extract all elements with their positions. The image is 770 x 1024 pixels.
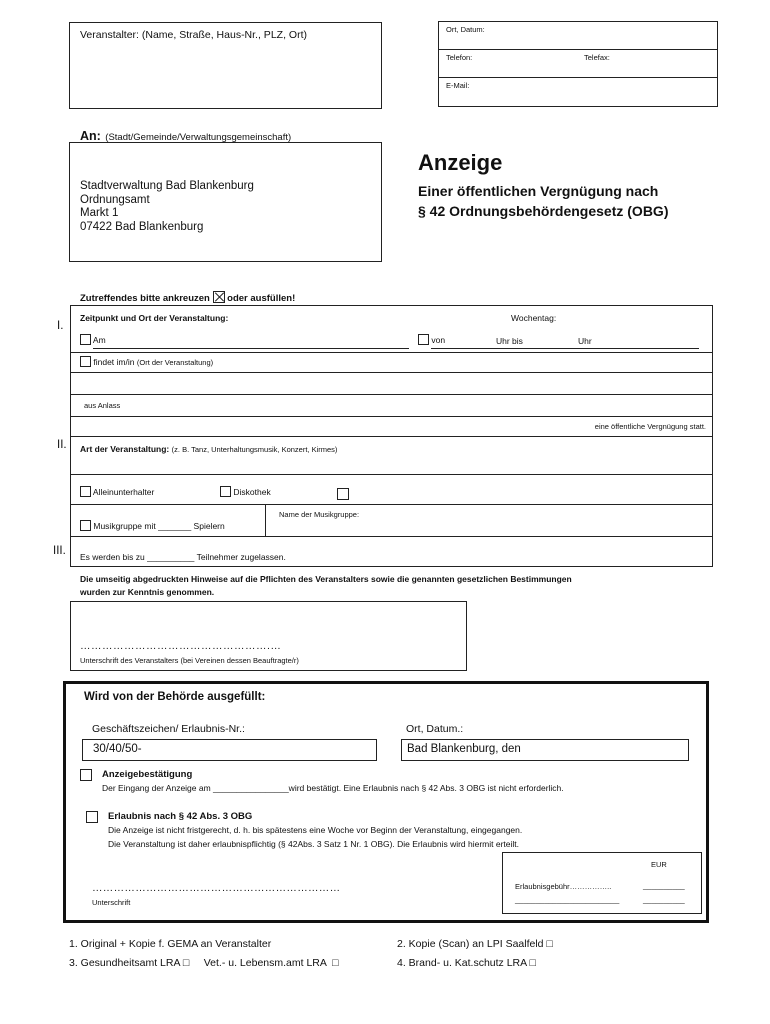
findet-hint: (Ort der Veranstaltung)	[136, 358, 214, 367]
notice-line-2: wurden zur Kenntnis genommen.	[80, 587, 215, 597]
uhr-bis-label: Uhr bis	[496, 336, 523, 346]
phone-label: Telefon:	[446, 53, 473, 62]
other-option[interactable]	[337, 485, 349, 503]
fee-line-2a: _________________________	[515, 895, 620, 904]
section-2-row-1	[70, 437, 713, 475]
date-field[interactable]	[80, 334, 106, 345]
disco-label: Diskothek	[233, 487, 271, 497]
reference-label: Geschäftszeichen/ Erlaubnis-Nr.:	[92, 723, 245, 735]
organizer-box[interactable]	[69, 22, 382, 109]
time-field[interactable]	[418, 334, 445, 345]
recipient-line-3: Markt 1	[80, 207, 119, 219]
section-1-row-4[interactable]	[70, 395, 713, 417]
other-checkbox[interactable]	[337, 488, 349, 500]
organizer-label: Veranstalter: (Name, Straße, Haus-Nr., PLZ, Ort)	[80, 29, 307, 41]
distribution-4: 4. Brand- u. Kat.schutz LRA □	[397, 957, 536, 969]
distribution-2: 2. Kopie (Scan) an LPI Saalfeld □	[397, 938, 553, 950]
authority-signature-dots: ……………………………………………………………	[92, 882, 341, 894]
solo-entertainer-label: Alleinunterhalter	[92, 487, 155, 497]
organizer-signature-label: Unterschrift des Veranstalters (bei Vereinen dessen Beauftragte/r)	[80, 656, 299, 665]
section-3-row	[70, 537, 713, 567]
confirmation-text: Der Eingang der Anzeige am ________________wird bestätigt. Eine Erlaubnis nach § 42 Abs. 3 OBG ist nicht erforderlich.	[102, 783, 564, 793]
authority-box	[63, 681, 709, 923]
occasion-label: aus Anlass	[84, 401, 121, 410]
fee-label: Erlaubnisgebühr……………..	[515, 882, 612, 891]
recipient-address	[80, 180, 254, 234]
venue-field[interactable]	[80, 356, 213, 367]
section-3-roman: III.	[53, 545, 66, 557]
section-2-row-2	[70, 475, 713, 505]
band-checkbox[interactable]	[80, 520, 91, 531]
section-2-hint: (z. B. Tanz, Unterhaltungsmusik, Konzert, Kirmes)	[171, 445, 338, 454]
confirmation-option[interactable]	[80, 766, 92, 784]
distribution-3: 3. Gesundheitsamt LRA □ Vet.- u. Lebensm.amt LRA □	[69, 957, 339, 969]
page-subtitle-1: Einer öffentlichen Vergnügung nach	[418, 183, 659, 199]
fax-label: Telefax:	[584, 53, 610, 62]
authority-signature-label: Unterschrift	[92, 898, 131, 907]
uhr-label: Uhr	[578, 336, 592, 346]
findet-label: findet im/in	[93, 357, 135, 367]
instruction-text-b: oder ausfüllen!	[227, 293, 296, 304]
weekday-label: Wochentag:	[511, 313, 557, 323]
place-date-label: Ort, Datum:	[446, 25, 485, 34]
contact-box	[438, 21, 718, 107]
section-2-row-3	[70, 505, 713, 537]
date-checkbox[interactable]	[80, 334, 91, 345]
am-label: Am	[92, 335, 106, 345]
von-label: von	[431, 335, 446, 345]
confirmation-title: Anzeigebestätigung	[102, 769, 193, 780]
section-1-row-1	[70, 305, 713, 353]
permit-checkbox[interactable]	[86, 811, 98, 823]
participants-text: Es werden bis zu __________ Teilnehmer zugelassen.	[80, 552, 286, 562]
checked-checkbox-icon	[213, 291, 225, 303]
authority-place-date-label: Ort, Datum.:	[406, 723, 464, 735]
section-2-roman: II.	[57, 439, 67, 451]
fee-blank: __________	[643, 881, 685, 890]
reference-value: 30/40/50-	[93, 743, 142, 755]
fee-box[interactable]	[502, 852, 702, 914]
instruction-line	[80, 291, 295, 304]
authority-place-field[interactable]	[401, 739, 689, 761]
permit-title: Erlaubnis nach § 42 Abs. 3 OBG	[108, 811, 253, 822]
authority-title: Wird von der Behörde ausgefüllt:	[84, 691, 266, 703]
section-1-row-2[interactable]	[70, 353, 713, 373]
email-label: E-Mail:	[446, 81, 470, 90]
distribution-1: 1. Original + Kopie f. GEMA an Veranstalter	[69, 938, 272, 950]
instruction-text-a: Zutreffendes bitte ankreuzen	[80, 293, 210, 304]
eur-label: EUR	[651, 860, 667, 869]
section-1-title: Zeitpunkt und Ort der Veranstaltung:	[80, 313, 229, 323]
section-2-title: Art der Veranstaltung:	[80, 444, 170, 454]
recipient-box	[69, 142, 382, 262]
page-subtitle-2: § 42 Ordnungsbehördengesetz (OBG)	[418, 203, 669, 219]
page-title: Anzeige	[418, 150, 503, 175]
permit-option[interactable]	[86, 808, 98, 826]
band-label: Musikgruppe mit _______ Spielern	[93, 521, 225, 531]
band-option[interactable]	[80, 520, 225, 531]
to-label: An:	[80, 129, 101, 143]
organizer-signature-box[interactable]	[70, 601, 467, 671]
organizer-signature-dots: …………………………………………….…	[80, 640, 282, 652]
to-hint: (Stadt/Gemeinde/Verwaltungsgemeinschaft)	[105, 132, 292, 143]
section-1-row-5	[70, 417, 713, 437]
recipient-line-1: Stadtverwaltung Bad Blankenburg	[80, 180, 254, 192]
venue-checkbox[interactable]	[80, 356, 91, 367]
time-checkbox[interactable]	[418, 334, 429, 345]
notice-line-1: Die umseitig abgedruckten Hinweise auf die Pflichten des Veranstalters sowie die genannten gesetzlichen Bestimmungen	[80, 574, 572, 584]
band-name-label: Name der Musikgruppe:	[279, 510, 360, 519]
solo-entertainer-checkbox[interactable]	[80, 486, 91, 497]
disco-checkbox[interactable]	[220, 486, 231, 497]
reference-field[interactable]	[82, 739, 377, 761]
solo-entertainer-option[interactable]	[80, 486, 154, 497]
confirmation-checkbox[interactable]	[80, 769, 92, 781]
authority-place-value: Bad Blankenburg, den	[407, 743, 521, 755]
disco-option[interactable]	[220, 486, 271, 497]
recipient-line-2: Ordnungsamt	[80, 193, 150, 206]
permit-text-2: Die Veranstaltung ist daher erlaubnispflichtig (§ 42Abs. 3 Satz 1 Nr. 1 OBG). Die Erlaubnis wird hiermit erteilt.	[108, 839, 520, 849]
fee-line-2b: __________	[643, 895, 685, 904]
recipient-line-4: 07422 Bad Blankenburg	[80, 220, 204, 233]
permit-text-1: Die Anzeige ist nicht fristgerecht, d. h. bis spätestens eine Woche vor Beginn der Veranstaltung, eingegangen.	[108, 825, 523, 835]
section-1-roman: I.	[57, 320, 64, 332]
section-1-row-3[interactable]	[70, 373, 713, 395]
event-takes-place: eine öffentliche Vergnügung statt.	[594, 422, 706, 431]
section-2-heading	[80, 444, 337, 454]
